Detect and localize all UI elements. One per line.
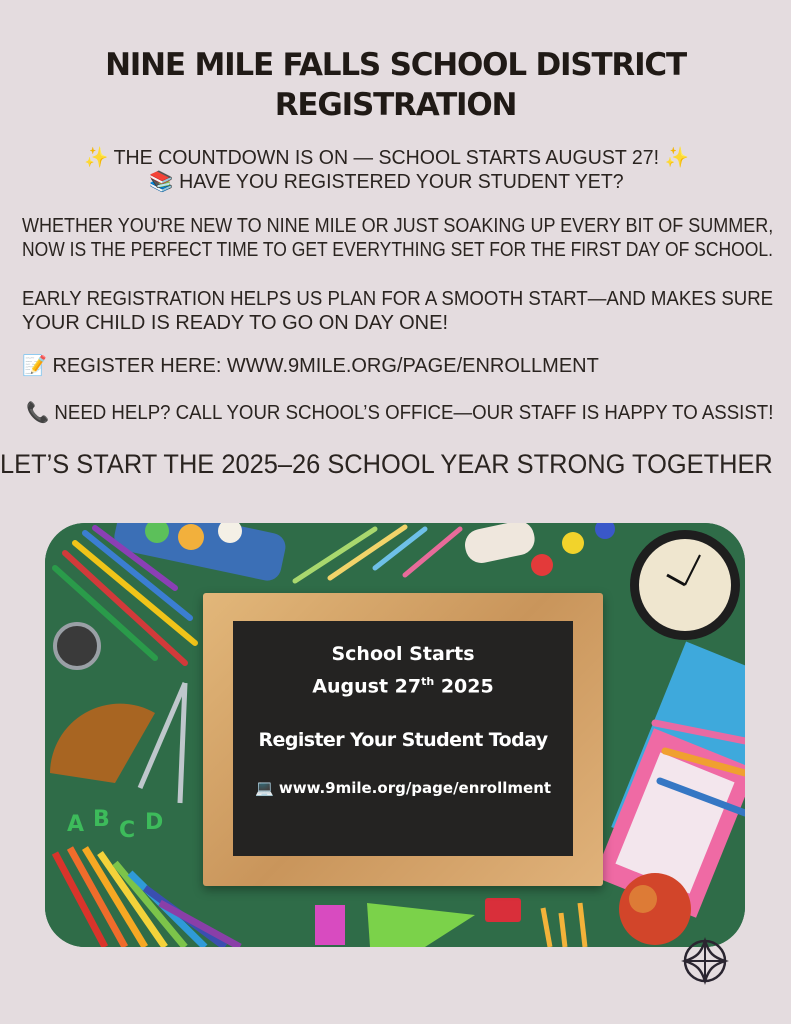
paragraph-1-line-1: WHETHER YOU'RE NEW TO NINE MILE OR JUST SOAKING UP EVERY BIT OF SUMMER, (22, 215, 774, 237)
letter-b: B (93, 807, 110, 832)
chalkboard-date (233, 669, 573, 699)
chalkboard-url: 💻 www.9mile.org/page/enrollment (254, 779, 552, 797)
closing-text: LET’S START THE 2025–26 SCHOOL YEAR STRONG TOGETHER (0, 449, 773, 479)
chalkboard-school-starts: School Starts (331, 643, 475, 665)
paragraph-1-line-2: NOW IS THE PERFECT TIME TO GET EVERYTHING SET FOR THE FIRST DAY OF SCHOOL. (22, 239, 773, 261)
help-text: 📞 NEED HELP? CALL YOUR SCHOOL’S OFFICE—OUR STAFF IS HAPPY TO ASSIST! (26, 402, 774, 424)
countdown-text: ✨ THE COUNTDOWN IS ON — SCHOOL STARTS AUGUST 27! ✨ (84, 147, 689, 169)
letter-d: D (145, 810, 164, 835)
paragraph-2-line-2: YOUR CHILD IS READY TO GO ON DAY ONE! (22, 312, 449, 334)
register-link-text[interactable]: 📝 REGISTER HERE: WWW.9MILE.ORG/PAGE/ENROLLMENT (22, 355, 599, 377)
chalkboard-date-day: August 27 (312, 675, 422, 698)
page-title-line-1: NINE MILE FALLS SCHOOL DISTRICT (105, 47, 686, 83)
chalkboard-date-year: 2025 (434, 675, 494, 698)
district-logo-icon (681, 937, 729, 985)
letter-a: A (67, 812, 85, 837)
paragraph-2-line-1: EARLY REGISTRATION HELPS US PLAN FOR A SMOOTH START—AND MAKES SURE (22, 288, 774, 310)
letter-c: C (119, 818, 136, 843)
chalkboard-register-text: Register Your Student Today (258, 729, 548, 751)
chalkboard-date-suffix: th (421, 675, 435, 688)
registered-question: 📚 HAVE YOU REGISTERED YOUR STUDENT YET? (149, 171, 624, 193)
page-title-line-2: REGISTRATION (274, 87, 517, 123)
